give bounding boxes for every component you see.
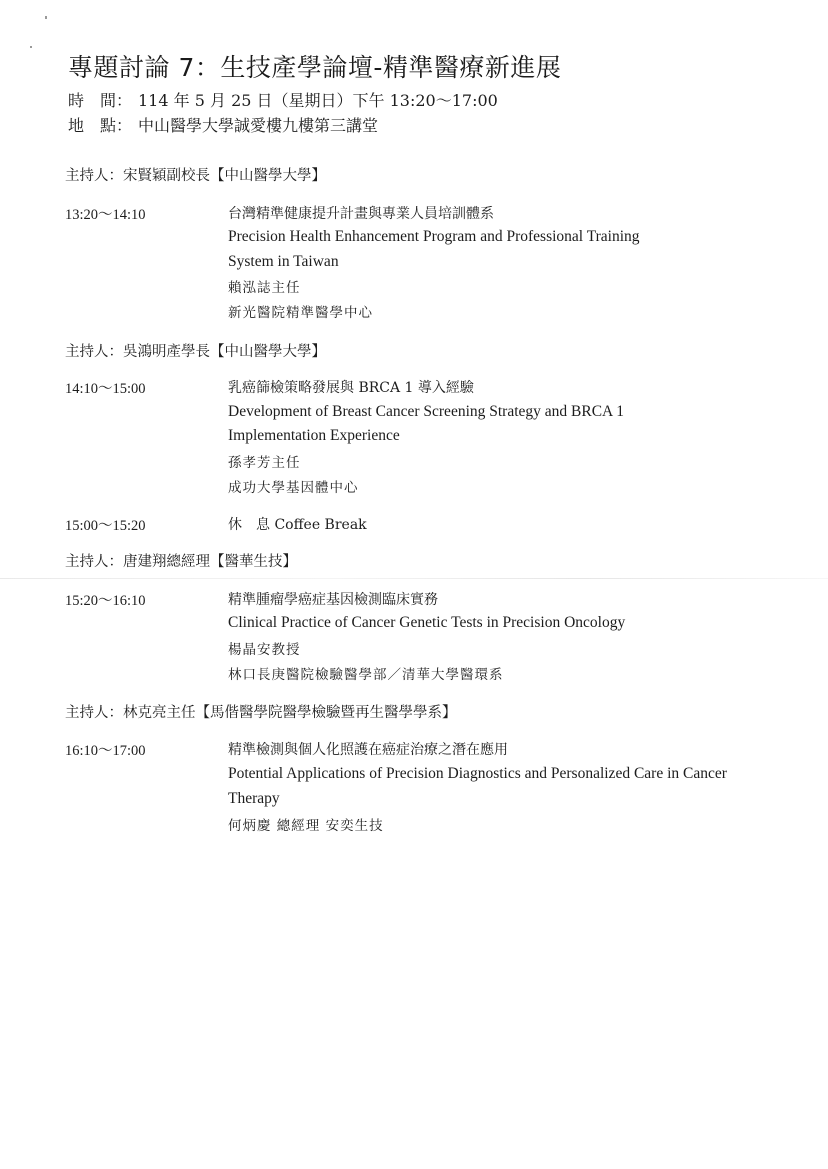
topic-en: Therapy — [228, 790, 280, 807]
topic-zh: 精準檢測與個人化照護在癌症治療之潛在應用 — [228, 742, 508, 758]
speaker-affiliation: 新光醫院精準醫學中心 — [228, 305, 373, 321]
topic-zh: 乳癌篩檢策略發展與 BRCA 1 導入經驗 — [228, 380, 474, 396]
speaker-name: 楊晶安教授 — [228, 642, 301, 658]
session-host: 主持人：吳鴻明產學長【中山醫學大學】 — [65, 344, 326, 360]
session-time: 14:10～15:00 — [65, 381, 146, 397]
topic-en: Implementation Experience — [228, 427, 400, 444]
page-title: 專題討論 7：生技產學論壇-精準醫療新進展 — [68, 53, 562, 82]
session-host: 主持人：林克亮主任【馬偕醫學院醫學檢驗暨再生醫學學系】 — [65, 705, 457, 721]
topic-zh: 精準腫瘤學癌症基因檢測臨床實務 — [228, 592, 438, 608]
topic-en: System in Taiwan — [228, 253, 339, 270]
speaker-name: 賴泓誌主任 — [228, 280, 301, 296]
session-time: 13:20～14:10 — [65, 207, 146, 223]
coffee-break: 休 息 Coffee Break — [228, 517, 367, 533]
break-time: 15:00～15:20 — [65, 518, 146, 534]
session-host: 主持人：宋賢穎副校長【中山醫學大學】 — [65, 168, 326, 184]
time-label: 時 間： — [68, 91, 133, 110]
topic-zh: 台灣精準健康提升計畫與專業人員培訓體系 — [228, 206, 494, 222]
event-time — [68, 88, 498, 111]
session-host: 主持人：唐建翔總經理【醫華生技】 — [65, 554, 297, 570]
topic-en: Development of Breast Cancer Screening Strategy and BRCA 1 — [228, 403, 625, 420]
place-label: 地 點： — [68, 116, 133, 135]
time-value: 114 年 5 月 25 日（星期日）下午 13:20～17:00 — [138, 91, 498, 110]
event-place — [68, 113, 378, 136]
topic-en: Potential Applications of Precision Diagnostics and Personalized Care in Cancer — [228, 765, 727, 782]
session-time: 15:20～16:10 — [65, 593, 146, 609]
scan-speck — [30, 46, 32, 48]
place-value: 中山醫學大學誠愛樓九樓第三講堂 — [138, 116, 379, 135]
speaker-name: 何炳慶 總經理 安奕生技 — [228, 818, 384, 834]
session-time: 16:10～17:00 — [65, 743, 146, 759]
topic-en: Precision Health Enhancement Program and Professional Training — [228, 228, 640, 245]
topic-en: Clinical Practice of Cancer Genetic Tests in Precision Oncology — [228, 614, 626, 631]
scan-speck — [45, 16, 47, 19]
speaker-affiliation: 成功大學基因體中心 — [228, 480, 359, 496]
speaker-name: 孫孝芳主任 — [228, 455, 301, 471]
speaker-affiliation: 林口長庚醫院檢驗醫學部／清華大學醫環系 — [228, 667, 504, 683]
page-fold-line — [0, 578, 828, 579]
